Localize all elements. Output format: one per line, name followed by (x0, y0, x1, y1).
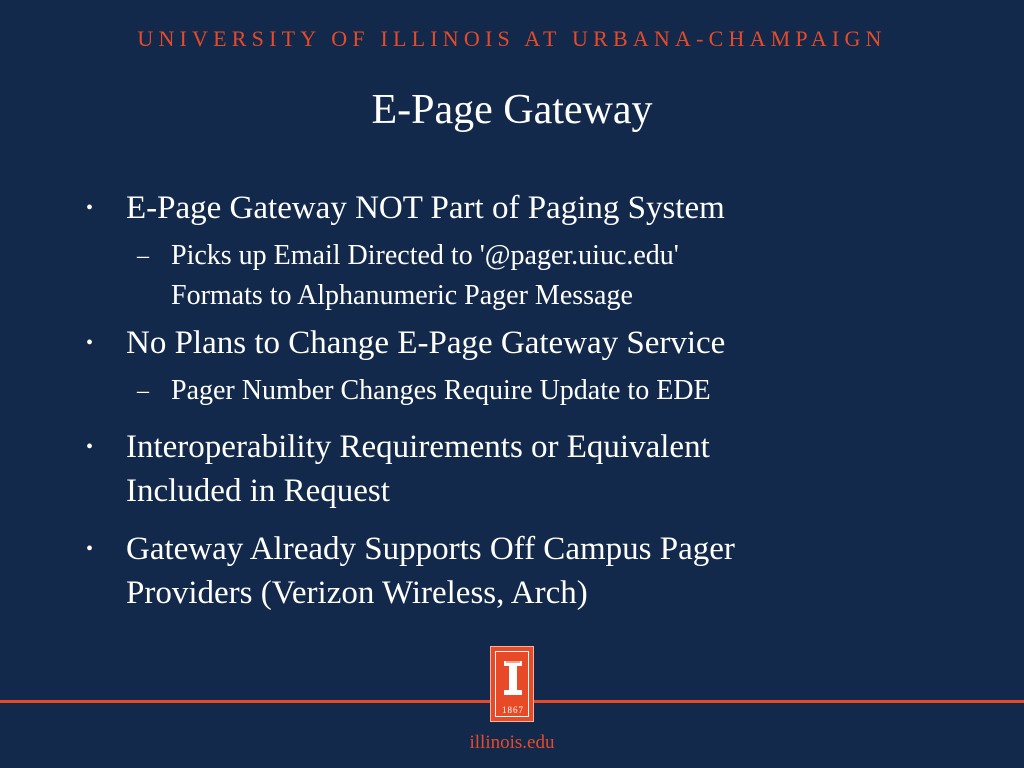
sub-bullet-marker: – (137, 378, 149, 404)
footer-site: illinois.edu (469, 732, 555, 753)
university-header: UNIVERSITY OF ILLINOIS AT URBANA-CHAMPAIGN (137, 26, 887, 51)
bullet-text-line: Gateway Already Supports Off Campus Pager (126, 531, 735, 567)
slide-title: E-Page Gateway (371, 87, 653, 133)
sub-bullet-text-line: Pager Number Changes Require Update to EDE (171, 375, 711, 406)
bullet-marker: • (86, 332, 94, 354)
block-i-logo-icon (490, 646, 534, 722)
sub-bullet-item (86, 371, 966, 411)
bullet-marker: • (86, 197, 94, 219)
bullet-text: No Plans to Change E-Page Gateway Service (126, 325, 726, 361)
sub-bullet-text-line: Formats to Alphanumeric Pager Message (171, 280, 633, 311)
bullet-item (86, 186, 966, 230)
bullet-text: E-Page Gateway NOT Part of Paging System (126, 190, 725, 226)
bullet-list (86, 186, 966, 615)
logo-year: 1867 (502, 705, 524, 715)
bullet-item (86, 527, 966, 615)
bullet-marker: • (86, 538, 94, 560)
bullet-marker: • (86, 436, 94, 458)
sub-bullet-item (86, 236, 966, 316)
bullet-text-line: Included in Request (126, 473, 390, 509)
bullet-text-line: Providers (Verizon Wireless, Arch) (126, 575, 588, 611)
bullet-item (86, 425, 966, 513)
sub-bullet-text-line: Picks up Email Directed to '@pager.uiuc.edu' (171, 240, 679, 271)
bullet-text-line: Interoperability Requirements or Equivalent (126, 429, 710, 465)
sub-bullet-marker: – (137, 243, 149, 269)
bullet-item (86, 321, 966, 365)
